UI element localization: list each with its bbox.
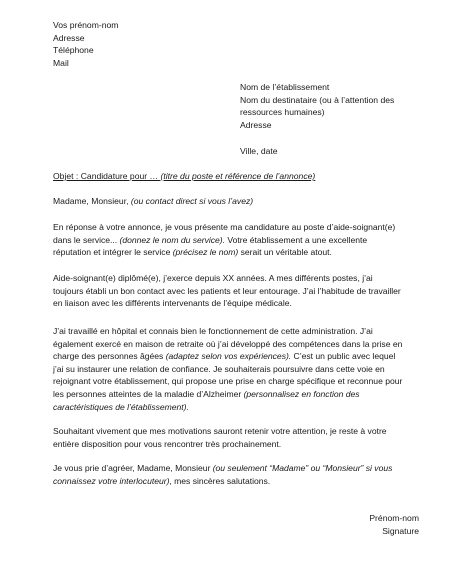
salutation	[53, 195, 253, 208]
signature-block	[369, 512, 419, 537]
place-date	[240, 145, 278, 158]
p5-line-1a: Je vous prie d’agréer, Madame, Monsieur	[53, 463, 213, 473]
place-date-text: Ville, date	[240, 146, 278, 156]
salutation-hint: (ou contact direct si vous l’avez)	[130, 196, 254, 206]
p1-line-2b: Votre établissement a une excellente	[225, 234, 368, 245]
sender-mail: Mail	[53, 57, 69, 68]
p1-line-3a: réputation et intégrer le service	[53, 247, 173, 258]
sender-name: Vos prénom-nom	[53, 20, 119, 30]
sender-address: Adresse	[53, 32, 85, 43]
p2-line-1: Aide-soignant(e) diplômé(e), j’exerce depuis XX années. A mes différents postes, j’ai	[53, 273, 373, 283]
p1-line-1: En réponse à votre annonce, je vous présente ma candidature au poste d’aide-soignant(e)	[53, 222, 396, 232]
recipient-name: Nom du destinataire (ou à l’attention des	[240, 94, 395, 105]
p3-line-3b: C’est un public avec lequel	[291, 351, 396, 362]
subject-line	[53, 170, 315, 183]
recipient-address: Adresse	[240, 119, 272, 130]
p5-line-2-hint: connaissez votre interlocuteur)	[53, 475, 170, 486]
p2-line-2: toujours établi un bon contact avec les patients et leur entourage. J’ai l’habitude de travailler	[53, 285, 401, 296]
paragraph-2	[53, 272, 453, 310]
p1-line-2a: dans le service...	[53, 234, 120, 245]
signature-label: Signature	[382, 525, 419, 536]
paragraph-5	[53, 462, 453, 487]
p3-line-6-hint: (personnalisez en fonction des	[243, 388, 360, 399]
p1-line-3b: serait un véritable atout.	[238, 247, 332, 258]
p3-line-7-hint: caractéristiques de l’établissement).	[53, 401, 189, 412]
paragraph-4	[53, 425, 453, 450]
p5-line-2b: , mes sincères salutations.	[169, 475, 271, 486]
p3-line-3-hint: (adaptez selon vos expériences).	[165, 351, 292, 362]
subject-hint: (titre du poste et référence de l’annonce)	[160, 171, 316, 181]
recipient-block	[240, 81, 394, 131]
p3-line-4: j’ai su instaurer une relation de confiance. Je souhaiterais poursuivre dans cette voie en	[53, 363, 385, 374]
sender-block	[53, 19, 118, 69]
paragraph-1	[53, 221, 453, 259]
p3-line-6a: les personnes atteintes de la maladie d’Alzheimer	[53, 388, 244, 399]
p3-line-2: également exercé en maison de retraite où j’ai développé des compétences dans la prise en	[53, 338, 403, 349]
p1-line-3-hint: (précisez le nom)	[172, 247, 239, 258]
salutation-text: Madame, Monsieur,	[53, 196, 131, 206]
recipient-name-cont: ressources humaines)	[240, 107, 325, 118]
subject-prefix: Objet : Candidature pour …	[53, 171, 161, 181]
p1-line-2-hint: (donnez le nom du service).	[119, 234, 226, 245]
paragraph-3	[53, 325, 453, 413]
recipient-establishment: Nom de l’établissement	[240, 82, 330, 92]
p4-line-1: Souhaitant vivement que mes motivations sauront retenir votre attention, je reste à votre	[53, 426, 387, 436]
p3-line-1: J’ai travaillé en hôpital et connais bien le fonctionnement de cette administration. J’ai	[53, 326, 373, 336]
sender-phone: Téléphone	[53, 45, 94, 56]
p3-line-3a: charge des personnes âgées	[53, 351, 166, 362]
p2-line-3: en liaison avec les différents intervenants de l’équipe médicale.	[53, 298, 292, 309]
signature-name: Prénom-nom	[369, 513, 419, 523]
p3-line-5: rejoignant votre établissement, qui propose une prise en charge spécifique et reconnue pour	[53, 376, 403, 387]
p5-line-1-hint: (ou seulement “Madame” ou “Monsieur” si vous	[212, 463, 393, 473]
p4-line-2: entière disposition pour vous rencontrer très prochainement.	[53, 438, 282, 449]
